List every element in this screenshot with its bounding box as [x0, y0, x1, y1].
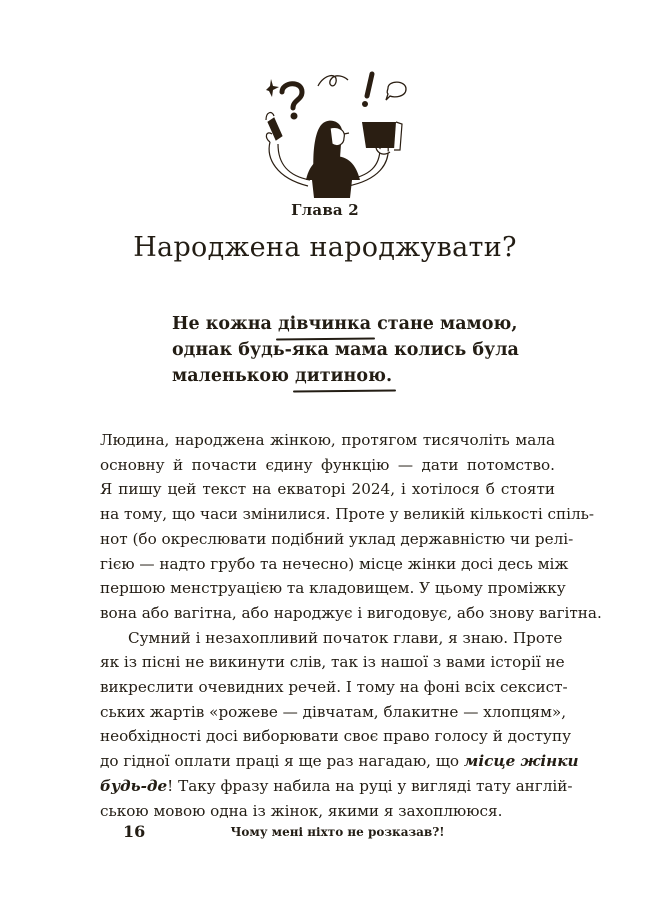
chapter-title: Народжена народжувати?: [133, 232, 517, 263]
pull-quote: [172, 311, 519, 389]
question-mark-icon: [282, 84, 302, 120]
pull-quote-line: Не кожна дівчинка стане мамою,: [172, 311, 512, 337]
paragraph-1: [100, 428, 602, 626]
pull-quote-line: однак будь-яка мама колись була: [172, 340, 519, 360]
pull-quote-line: маленькою дитиною.: [172, 363, 512, 389]
squiggle-icon: [318, 76, 348, 86]
speech-bubble-icon: [386, 82, 406, 100]
emphasis: місце жінки: [463, 752, 579, 771]
text-line: вона або вагітна, або народжує і вигодовує, або знову вагітна.: [100, 603, 602, 622]
body-text: [100, 428, 602, 823]
book-icon: [362, 122, 402, 154]
text-line: на тому, що часи змінилися. Проте у великій кількості спіль-: [100, 505, 595, 524]
underlined-word: дитиною.: [295, 363, 392, 389]
page-footer: [100, 822, 555, 846]
text-line: Сумний і незахопливий початок глави, я знаю. Проте: [128, 628, 563, 647]
running-title: Чому мені ніхто не розказав?!: [230, 825, 445, 839]
emphasis: будь-де: [100, 776, 168, 795]
exclamation-mark-icon: [362, 74, 372, 107]
text-line: Я пишу цей текст на екваторі 2024, і хотілося б стояти: [100, 480, 555, 499]
chapter-illustration: [248, 68, 408, 198]
text-line: будь-де! Таку фразу набила на руці у вигляді тату англій-: [100, 776, 573, 795]
text-line: Людина, народжена жінкою, протягом тисячоліть мала: [100, 431, 555, 449]
text-line: ських жартів «рожеве — дівчатам, блакитне — хлопцям»,: [100, 702, 567, 721]
text-line: основну й почасти єдину функцію — дати потомство.: [100, 455, 555, 474]
text-line: першою менструацією та кладовищем. У цьому проміжку: [100, 579, 566, 598]
text-line: нот (бо окреслювати подібний уклад державністю чи релі-: [100, 529, 574, 548]
text-line: гією — надто грубо та нечесно) місце жінки досі десь між: [100, 554, 569, 573]
paragraph-2: [100, 626, 579, 824]
underlined-word: дівчинка: [278, 311, 371, 337]
chapter-number: Глава 2: [291, 201, 359, 219]
text-line: викреслити очевидних речей. І тому на фоні всіх сексист-: [100, 678, 568, 697]
text-line: ською мовою одна із жінок, якими я захоплююся.: [100, 801, 503, 820]
baby-bottle-icon: [266, 113, 282, 142]
text-line: як із пісні не викинути слів, так із нашої з вами історії не: [100, 653, 565, 672]
star-icon: [266, 79, 279, 97]
text-line: необхідності досі виборювати своє право голосу й доступу: [100, 727, 572, 746]
text-line: до гідної оплати праці я ще раз нагадаю, що місце жінки: [100, 752, 579, 771]
page-number: 16: [123, 822, 146, 841]
